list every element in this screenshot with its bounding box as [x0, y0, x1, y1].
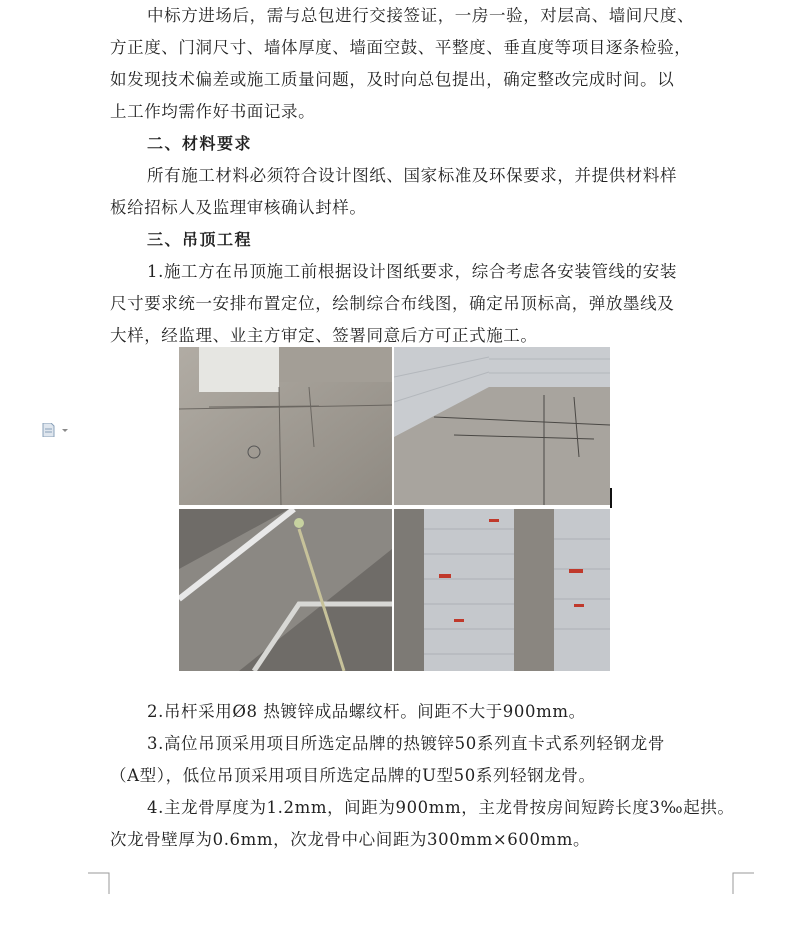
paragraph-line: （A型），低位吊顶采用项目所选定品牌的U型50系列轻钢龙骨。 — [110, 766, 596, 785]
floor-layout-photo-2 — [393, 346, 611, 506]
document-icon[interactable] — [42, 423, 68, 437]
paragraph-line: 1.施工方在吊顶施工前根据设计图纸要求，综合考虑各安装管线的安装 — [147, 262, 677, 281]
paragraph-line: 上工作均需作好书面记录。 — [110, 102, 316, 121]
text-cursor — [610, 488, 612, 508]
ceiling-frame-photo — [178, 508, 393, 672]
paragraph-line: 2.吊杆采用Ø8 热镀锌成品螺纹杆。间距不大于900mm。 — [147, 702, 586, 721]
floor-layout-photo-1 — [178, 346, 393, 506]
paragraph-line: 次龙骨壁厚为0.6mm，次龙骨中心间距为300mm×600mm。 — [110, 830, 591, 849]
paragraph-line: 4.主龙骨厚度为1.2mm，间距为900mm，主龙骨按房间短跨长度3‰起拱。 — [147, 798, 735, 817]
paragraph-line: 如发现技术偏差或施工质量问题，及时向总包提出，确定整改完成时间。以 — [110, 70, 675, 89]
paragraph-line: 尺寸要求统一安排布置定位，绘制综合布线图，确定吊顶标高，弹放墨线及 — [110, 294, 675, 313]
page-corner-mark-left — [88, 872, 110, 894]
section-heading-materials: 二、材料要求 — [147, 134, 253, 153]
paragraph-line: 3.高位吊顶采用项目所选定品牌的热镀锌50系列直卡式系列轻钢龙骨 — [147, 734, 665, 753]
paragraph-line: 所有施工材料必须符合设计图纸、国家标准及环保要求，并提供材料样 — [147, 166, 678, 185]
section-heading-ceiling: 三、吊顶工程 — [147, 230, 253, 249]
page-corner-mark-right — [732, 872, 754, 894]
paragraph-line: 方正度、门洞尺寸、墙体厚度、墙面空鼓、平整度、垂直度等项目逐条检验， — [110, 38, 692, 57]
paragraph-line: 中标方进场后，需与总包进行交接签证，一房一验，对层高、墙间尺度、 — [147, 6, 695, 25]
paragraph-line: 大样，经监理、业主方审定、签署同意后方可正式施工。 — [110, 326, 538, 345]
wall-marking-photo — [393, 508, 611, 672]
paragraph-line: 板给招标人及监理审核确认封样。 — [110, 198, 367, 217]
